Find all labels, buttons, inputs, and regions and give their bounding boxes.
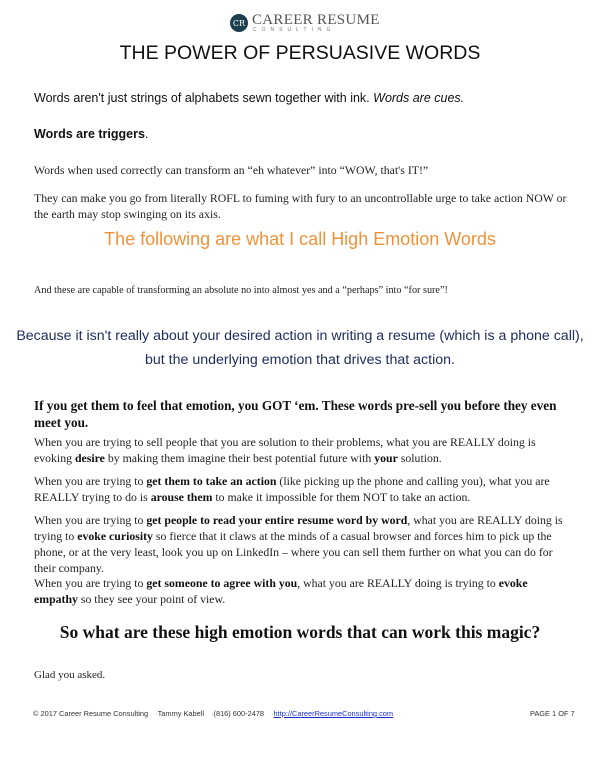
paragraph-glad: Glad you asked.: [34, 669, 106, 681]
magic-subheading: So what are these high emotion words that can work this magic?: [59, 622, 541, 642]
footer-separator: ·: [155, 709, 158, 718]
intro-text: Words aren't just strings of alphabets sewn together with ink.: [34, 91, 374, 105]
footer-copyright: © 2017 Career Resume Consulting: [33, 709, 149, 718]
page-footer: [33, 709, 573, 718]
footer-separator: ·: [211, 709, 214, 718]
blue-quote: [0, 324, 600, 372]
bold-text: evoke empathy: [34, 576, 528, 606]
company-logo: [230, 10, 380, 36]
paragraph-arouse: [34, 473, 574, 505]
bold-text: evoke curiosity: [77, 529, 153, 543]
bold-text: desire: [74, 451, 105, 465]
text: so they see your point of view.: [77, 592, 226, 606]
footer-website-link[interactable]: http://CareerResumeConsulting.com: [273, 709, 394, 718]
paragraph-curiosity: [34, 512, 574, 576]
footer-separator: ·: [271, 709, 274, 718]
text: When you are trying to: [34, 576, 147, 590]
text: (like picking up the phone and calling you), what you are REALLY trying to do is: [34, 474, 550, 504]
intro-paragraph: [34, 91, 574, 105]
bold-text: get someone to agree with you: [146, 576, 298, 590]
blue-quote-line-1: Because it isn't really about your desired action in writing a resume (which is a phone call),: [16, 328, 584, 344]
text: When you are trying to sell people that you are solution to their problems, what you are REALLY doing is evoking: [34, 435, 536, 465]
intro-italic: Words are cues.: [373, 91, 465, 105]
bold-paragraph: If you get them to feel that emotion, you GOT ‘em. These words pre-sell you before they even meet you.: [34, 398, 557, 430]
footer-phone: (816) 600-2478: [213, 709, 265, 718]
triggers-line: [34, 127, 574, 141]
text: When you are trying to: [34, 513, 147, 527]
text: so fierce that it claws at the minds of a casual browser and forces him to pick up the phone, or at the very least, look you up on LinkedIn – where you can sell them further on what you can do for their company.: [34, 529, 553, 575]
high-emotion-heading: The following are what I call High Emotion Words: [104, 229, 496, 249]
triggers-bold: Words are triggers: [34, 127, 145, 141]
page-number: PAGE 1 OF 7: [530, 709, 575, 718]
paragraph-empathy: [34, 575, 574, 607]
paragraph-desire: [34, 434, 574, 466]
paragraph-3: And these are capable of transforming an absolute no into almost yes and a “perhaps” into “for sure”!: [34, 285, 448, 296]
text: , what you are REALLY doing is trying to: [297, 576, 499, 590]
bold-text: get them to take an action: [146, 474, 277, 488]
bold-text: arouse them: [150, 490, 213, 504]
bold-text: your: [374, 451, 398, 465]
blue-quote-line-2: but the underlying emotion that drives that action.: [145, 352, 455, 368]
logo-mark-icon: CR: [230, 14, 248, 32]
paragraph-2: They can make you go from literally ROFL to fuming with fury to an uncontrollable urge to take action NOW or the earth may stop swinging on its axis.: [34, 191, 567, 221]
logo-sub-text: CONSULTING: [253, 26, 336, 33]
text: , what you are REALLY doing is trying to: [34, 513, 563, 543]
footer-name: Tammy Kabell: [157, 709, 205, 718]
triggers-period: .: [144, 127, 149, 141]
text: to make it impossible for them NOT to take an action.: [212, 490, 471, 504]
bold-text: get people to read your entire resume word by word: [146, 513, 408, 527]
text: When you are trying to: [34, 474, 147, 488]
text: solution.: [397, 451, 442, 465]
logo-main-text: CAREER RESUME: [252, 11, 380, 28]
page-title: THE POWER OF PERSUASIVE WORDS: [119, 42, 481, 64]
text: by making them imagine their best potential future with: [104, 451, 375, 465]
paragraph-1: Words when used correctly can transform an “eh whatever” into “WOW, that's IT!”: [34, 163, 429, 177]
